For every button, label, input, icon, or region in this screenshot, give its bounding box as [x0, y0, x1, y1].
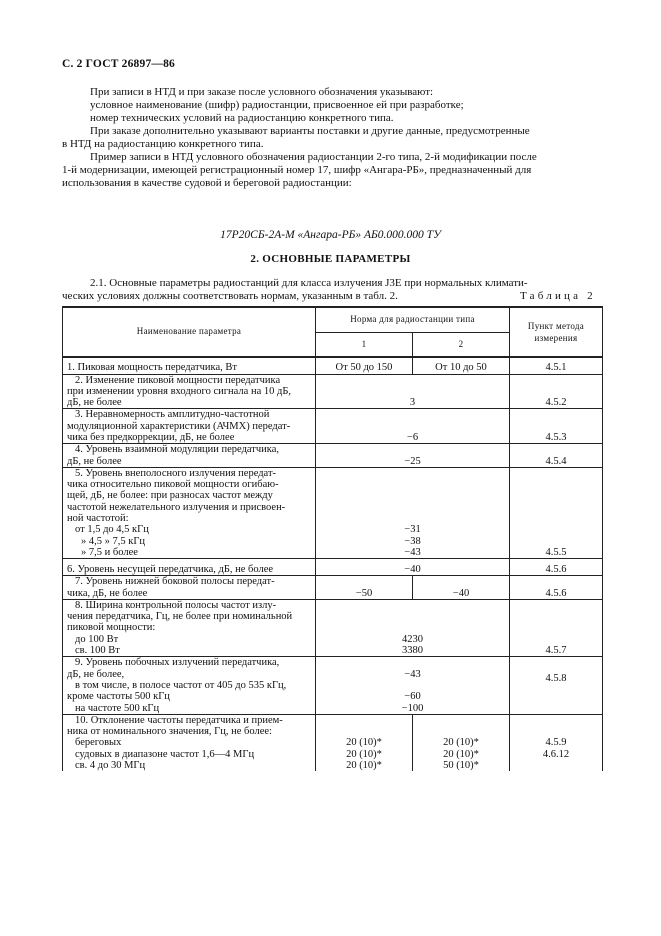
row2-method: 4.5.2	[510, 374, 603, 409]
table-row	[63, 559, 603, 576]
intro-paragraph-2: условное наименование (шифр) радиостанции, присвоенное ей при разработке;	[90, 99, 464, 111]
row8-sub-item: св. 100 Вт	[75, 645, 120, 657]
row5-sub-item: от 1,5 до 4,5 кГц	[75, 524, 149, 536]
section-paragraph-b: ческих условиях должны соответствовать нормам, указанным в табл. 2.	[62, 290, 398, 302]
row1-type2: От 10 до 50	[413, 357, 510, 374]
table-row	[63, 374, 603, 409]
row10-type1	[316, 714, 413, 771]
row10-type2-value: 20 (10)*	[443, 737, 479, 749]
parameters-table	[62, 306, 603, 771]
row10-sub-item: св. 4 до 30 МГц	[75, 760, 146, 771]
row10-name	[63, 714, 316, 771]
row9-value: −100	[401, 702, 424, 714]
row10-type1-value: 20 (10)*	[346, 737, 382, 749]
table-row	[63, 444, 603, 468]
table-row	[63, 599, 603, 656]
header-type-2: 2	[413, 332, 510, 357]
row9-value: −43	[404, 668, 421, 680]
header-type-1: 1	[316, 332, 413, 357]
row9-value: −60	[404, 691, 421, 703]
row7-type1: −50	[316, 576, 413, 600]
row3-name	[63, 409, 316, 444]
row4-name-line: дБ, не более	[67, 455, 122, 467]
intro-paragraph-4a: При заказе дополнительно указывают варианты поставки и другие данные, предусмотренные	[90, 125, 530, 137]
row9-method-value: 4.5.8	[545, 673, 567, 685]
row8-name-line: чения передатчика, Гц, не более при номинальной	[67, 611, 293, 623]
row9-name-line: дБ, не более,	[67, 668, 125, 680]
row8-values	[316, 599, 510, 656]
row9-sub-item: на частоте 500 кГц	[75, 702, 160, 714]
row8-name	[63, 599, 316, 656]
row8-value: 4230	[402, 633, 423, 645]
table-row	[63, 467, 603, 558]
row7-method: 4.5.6	[510, 576, 603, 600]
row1-method: 4.5.1	[510, 357, 603, 374]
row9-values	[316, 657, 510, 714]
row9-method	[510, 657, 603, 714]
row5-name-line: чика относительно пиковой мощности огибаю-	[67, 479, 279, 491]
row5-sub-item: » 4,5 » 7,5 кГц	[81, 535, 146, 547]
table-caption: Таблица 2	[520, 290, 596, 302]
row5-sub-item: » 7,5 и более	[81, 546, 138, 558]
row4-name-line: 4. Уровень взаимной модуляции передатчика,	[75, 444, 280, 456]
row2-name-line: при изменении уровня входного сигнала на 10 дБ,	[67, 385, 291, 397]
row10-method-value: 4.6.12	[542, 748, 570, 760]
row5-value: −43	[404, 546, 421, 558]
row5-value: −31	[404, 524, 421, 536]
designation-example: 17Р20СБ-2А-М «Ангара-РБ» АБ0.000.000 ТУ	[220, 229, 441, 241]
table-row	[63, 657, 603, 714]
row8-name-line: 8. Ширина контрольной полосы частот излу-	[75, 599, 277, 611]
row5-name-line: частотой нежелательного излучения и присвоен-	[67, 501, 286, 513]
row6-value: −40	[316, 559, 510, 576]
row5-method: 4.5.5	[510, 467, 603, 558]
table-row	[63, 576, 603, 600]
row3-name-line: 3. Неравномерность амплитудно-частотной	[75, 409, 270, 421]
row10-name-line: ника от номинального значения, Гц, не более:	[67, 726, 272, 738]
intro-paragraph-1: При записи в НТД и при заказе после условного обозначения указывают:	[90, 86, 434, 98]
row8-name-line: пиковой мощности:	[67, 622, 156, 634]
row9-sub-item: в том числе, в полосе частот от 405 до 535 кГц,	[75, 679, 287, 691]
row7-name-line: 7. Уровень нижней боковой полосы передат-	[75, 576, 275, 588]
page-header: С. 2 ГОСТ 26897—86	[62, 58, 175, 70]
row3-method: 4.5.3	[510, 409, 603, 444]
row8-value: 3380	[402, 645, 423, 657]
intro-paragraph-5b: 1-й модернизации, имеющей регистрационный номер 17, шифр «Ангара-РБ», предназначенный для	[62, 164, 532, 176]
row10-type2-value: 20 (10)*	[443, 748, 479, 760]
header-name: Наименование параметра	[63, 307, 316, 357]
header-norm: Норма для радиостанции типа	[316, 307, 510, 332]
row7-name	[63, 576, 316, 600]
row10-type1-value: 20 (10)*	[346, 748, 382, 760]
row8-sub-item: до 100 Вт	[75, 633, 119, 645]
intro-paragraph-3: номер технических условий на радиостанцию конкретного типа.	[90, 112, 394, 124]
row10-name-line: 10. Отклонение частоты передатчика и прием-	[75, 714, 283, 726]
row5-name-line: щей, дБ, не более: при разносах частот между	[67, 490, 273, 502]
table-row	[63, 714, 603, 771]
row10-method-spacer	[514, 760, 598, 771]
row3-name-line: модуляционной характеристики (АЧМХ) передат-	[67, 420, 291, 432]
table-row	[63, 357, 603, 374]
row4-method: 4.5.4	[510, 444, 603, 468]
row5-name-line: ной частотой:	[67, 513, 129, 525]
section-title: 2. ОСНОВНЫЕ ПАРАМЕТРЫ	[250, 253, 411, 265]
row9-sub-item: кроме частоты 500 кГц	[67, 691, 170, 703]
row5-value: −38	[404, 535, 421, 547]
row2-name-line: 2. Изменение пиковой мощности передатчика	[75, 374, 281, 386]
row10-method-value: 4.5.9	[545, 737, 567, 749]
row5-name-line: 5. Уровень внеполосного излучения передат-	[75, 467, 277, 479]
row6-method: 4.5.6	[510, 559, 603, 576]
row4-name	[63, 444, 316, 468]
row10-type2-value: 50 (10)*	[443, 760, 479, 771]
row2-name-line: дБ, не более	[67, 397, 122, 409]
row6-name: 6. Уровень несущей передатчика, дБ, не более	[63, 559, 316, 576]
row3-value: −6	[316, 409, 510, 444]
row4-value: −25	[316, 444, 510, 468]
row5-name	[63, 467, 316, 558]
row2-name	[63, 374, 316, 409]
row7-type2: −40	[413, 576, 510, 600]
row10-type1-value: 20 (10)*	[346, 760, 382, 771]
row5-values	[316, 467, 510, 558]
table-row	[63, 409, 603, 444]
row10-method	[510, 714, 603, 771]
row10-type2	[413, 714, 510, 771]
row9-spacer	[320, 680, 505, 691]
intro-paragraph-4b: в НТД на радиостанцию конкретного типа.	[62, 138, 264, 150]
row9-name-line: 9. Уровень побочных излучений передатчика,	[75, 657, 280, 669]
intro-paragraph-5c: использования в качестве судовой и береговой радиостанции:	[62, 177, 352, 189]
section-paragraph-a: 2.1. Основные параметры радиостанций для класса излучения J3E при нормальных климати-	[90, 277, 528, 289]
row8-method: 4.5.7	[510, 599, 603, 656]
header-method: Пункт метода измерения	[510, 307, 603, 357]
row1-type1: От 50 до 150	[316, 357, 413, 374]
row3-name-line: чика без предкоррекции, дБ, не более	[67, 431, 235, 443]
row10-sub-item: береговых	[75, 737, 122, 749]
row1-name: 1. Пиковая мощность передатчика, Вт	[63, 357, 316, 374]
row7-name-line: чика, дБ, не более	[67, 587, 148, 599]
intro-paragraph-5a: Пример записи в НТД условного обозначения радиостанции 2-го типа, 2-й модификации после	[90, 151, 537, 163]
row2-value: 3	[316, 374, 510, 409]
row9-name	[63, 657, 316, 714]
row10-sub-item: судовых в диапазоне частот 1,6—4 МГц	[75, 748, 255, 760]
